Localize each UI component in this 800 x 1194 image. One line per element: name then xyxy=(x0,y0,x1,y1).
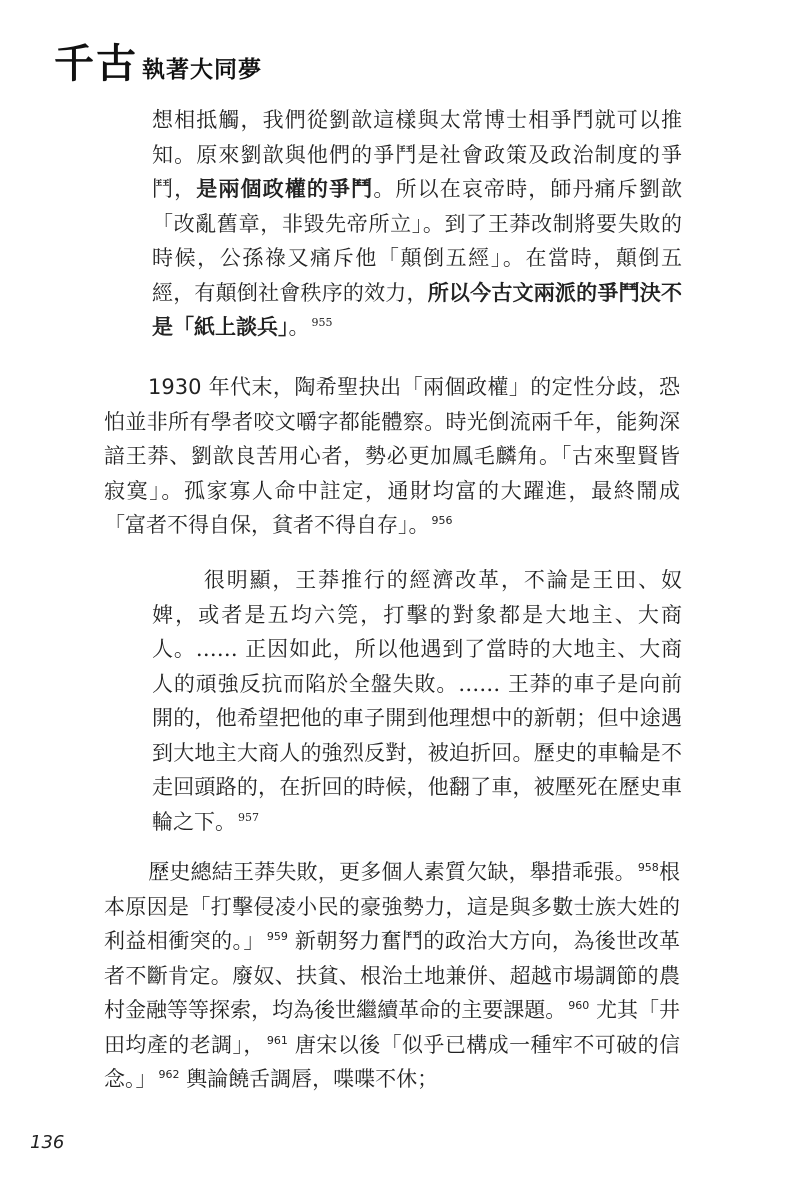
footnote-ref-958: 958 xyxy=(637,861,659,874)
quote1-bold-2: 所以今古文兩派的爭鬥決不是「紙上談兵」 xyxy=(152,280,683,339)
quote2-text: 很明顯，王莽推行的經濟改革，不論是王田、奴婢，或者是五均六筦，打擊的對象都是大地主、大商人。…… 正因如此，所以他遇到了當時的大地主、大商人的頑強反抗而陷於全盤失敗。…… 王莽的車子是向前開的，他希望把他的車子開到他理想中的新朝；但中途遇到大地主大商人的強烈反對，被迫折回。歷史的車輪是不走回頭路的，在折回的時候，他翻了車，被壓死在歷史車輪之下。 xyxy=(152,568,682,834)
footnote-ref-960: 960 xyxy=(568,999,590,1012)
p2-text-3: 新朝努力奮鬥的政治大方向，為後世改革者不斷肯定。廢奴、扶貧、根治土地兼併、超越市場調節的農村金融等等探索，均為後世繼續革命的主要課題。 xyxy=(104,929,680,1022)
p2-text-2: 根本原因是「打擊侵凌小民的豪強勢力，這是與多數士族大姓的利益相衝突的。」 xyxy=(104,860,681,953)
running-header xyxy=(54,32,262,89)
p2-text-6: 輿論饒舌調唇，喋喋不休； xyxy=(179,1067,439,1091)
footnote-ref-956: 956 xyxy=(431,514,453,527)
quote1-text-3: 。 xyxy=(288,315,310,339)
footnote-ref-955: 955 xyxy=(311,316,333,329)
paragraph-1 xyxy=(104,370,680,543)
p2-text-5: 唐宋以後「似乎已構成一種牢不可破的信念。」 xyxy=(104,1032,680,1091)
footnote-ref-962: 962 xyxy=(158,1068,180,1081)
block-quote-1 xyxy=(152,103,682,345)
p2-text-1: 歷史總結王莽失敗，更多個人素質欠缺，舉措乖張。 xyxy=(148,860,636,884)
p2-text-4: 尤其「井田均產的老調」， xyxy=(104,998,680,1057)
quote1-text-2: 。所以在哀帝時，師丹痛斥劉歆「改亂舊章，非毀先帝所立」。到了王莽改制將要失敗的時候，公孫祿又痛斥他「顛倒五經」。在當時，顛倒五經，有顛倒社會秩序的效力， xyxy=(152,177,683,305)
paragraph-2 xyxy=(104,855,680,1097)
page-number: 136 xyxy=(30,1132,65,1153)
header-title-small: 執著大同夢 xyxy=(142,56,262,83)
quote1-text-1: 想相抵觸，我們從劉歆這樣與太常博士相爭鬥就可以推知。原來劉歆與他們的爭鬥是社會政策及政治制度的爭鬥， xyxy=(152,108,682,201)
paragraph-1-text: 1930 年代末，陶希聖抉出「兩個政權」的定性分歧，恐怕並非所有學者咬文嚼字都能體察。時光倒流兩千年，能夠深諳王莽、劉歆良苦用心者，勢必更加鳳毛麟角。「古來聖賢皆寂寞」。孤家寡人命中註定，通財均富的大躍進，最終鬧成「富者不得自保，貧者不得自存」。 xyxy=(104,375,680,537)
header-title-big: 千古 xyxy=(54,40,138,87)
footnote-ref-961: 961 xyxy=(266,1033,288,1047)
footnote-ref-957: 957 xyxy=(238,810,259,824)
quote1-bold-1: 是兩個政權的爭鬥 xyxy=(196,177,374,201)
footnote-ref-959: 959 xyxy=(266,930,288,943)
block-quote-2 xyxy=(152,563,682,839)
